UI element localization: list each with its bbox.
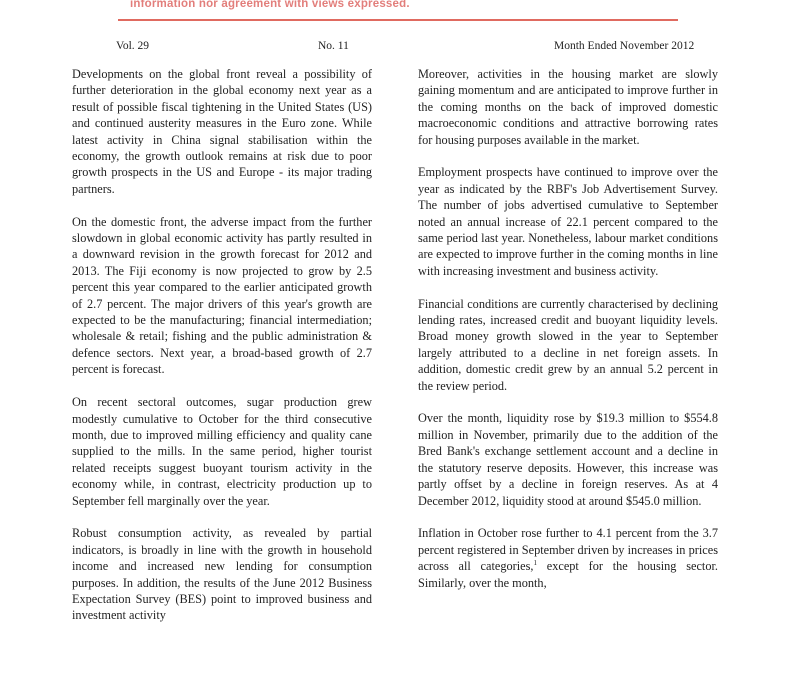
inflation-text-part2: except for the housing sector. Similarly, over the month, (418, 559, 718, 590)
paragraph-consumption: Robust consumption activity, as revealed by partial indicators, is broadly in line with the growth in household income and increased new lending for consumption purposes. In addition, the results of the June 2012 Business Expectation Survey (BES) point to improved business and investment activity (72, 526, 372, 623)
inflation-text-part1: Inflation in October rose further to 4.1 percent from the 3.7 percent registered in September driven by increases in prices across all categories, (418, 526, 718, 574)
paragraph-domestic-growth: On the domestic front, the adverse impact from the further slowdown in global economic activity has partly resulted in a downward revision in the growth forecast for 2012 and 2013. The Fiji economy is now projected to grow by 2.5 percent this year compared to the earlier anticipated growth of 2.7 percent. The major drivers of this year's growth are expected to be the manufacturing; financial intermediation; wholesale & retail; fishing and the public administration & defence sectors. Next year, a broad-based growth of 2.7 percent is forecast. (72, 214, 372, 377)
disclaimer-text: information nor agreement with views expressed. (130, 0, 410, 10)
left-column (72, 66, 372, 640)
paragraph-sectoral-outcomes: On recent sectoral outcomes, sugar production grew modestly cumulative to October for the third consecutive month, due to improved milling efficiency and quality cane supplied to the mills. In the same period, higher tourist related receipts suggest buoyant tourism activity in the economy while, in contrast, electricity production up to September fell marginally over the year. (72, 395, 372, 508)
header-strip (0, 0, 791, 22)
issue-period: Month Ended November 2012 (554, 40, 695, 52)
volume-label: Vol. 29 (116, 40, 150, 52)
right-column (418, 66, 718, 607)
issue-number: No. 11 (318, 40, 349, 52)
paragraph-financial-conditions: Financial conditions are currently characterised by declining lending rates, increased credit and buoyant liquidity levels. Broad money growth slowed in the year to September largely attributed to a decline in net foreign assets. In addition, domestic credit grew by an annual 5.2 percent in the review period. (418, 296, 718, 393)
paragraph-employment: Employment prospects have continued to improve over the year as indicated by the RBF's Job Advertisement Survey. The number of jobs advertised cumulative to September noted an annual increase of 22.1 percent compared to the same period last year. Nonetheless, labour market conditions are expected to improve further in the coming months in line with increasing investment and business activity. (418, 165, 718, 278)
footnote-marker[interactable]: 1 (533, 559, 537, 568)
paragraph-housing: Moreover, activities in the housing market are slowly gaining momentum and are anticipated to improve further in the coming months on the back of improved domestic macroeconomic conditions and attractive borrowing rates for housing purposes available in the market. (418, 67, 718, 147)
paragraph-liquidity: Over the month, liquidity rose by $19.3 million to $554.8 million in November, primarily due to the addition of the Bred Bank's exchange settlement account and a decline in the statutory reserve deposits. However, this increase was partly offset by a decline in foreign reserves. As at 4 December 2012, liquidity stood at around $545.0 million. (418, 411, 718, 508)
header-divider (118, 19, 678, 21)
paragraph-inflation (418, 525, 718, 591)
paragraph-global-outlook: Developments on the global front reveal a possibility of further deterioration in the global economy next year as a result of possible fiscal tightening in the United States (US) and continued austerity measures in the Euro zone. While latest activity in China signal stabilisation within the economy, the growth outlook remains at risk due to poor growth prospects in the US and Europe - its major trading partners. (72, 67, 372, 196)
